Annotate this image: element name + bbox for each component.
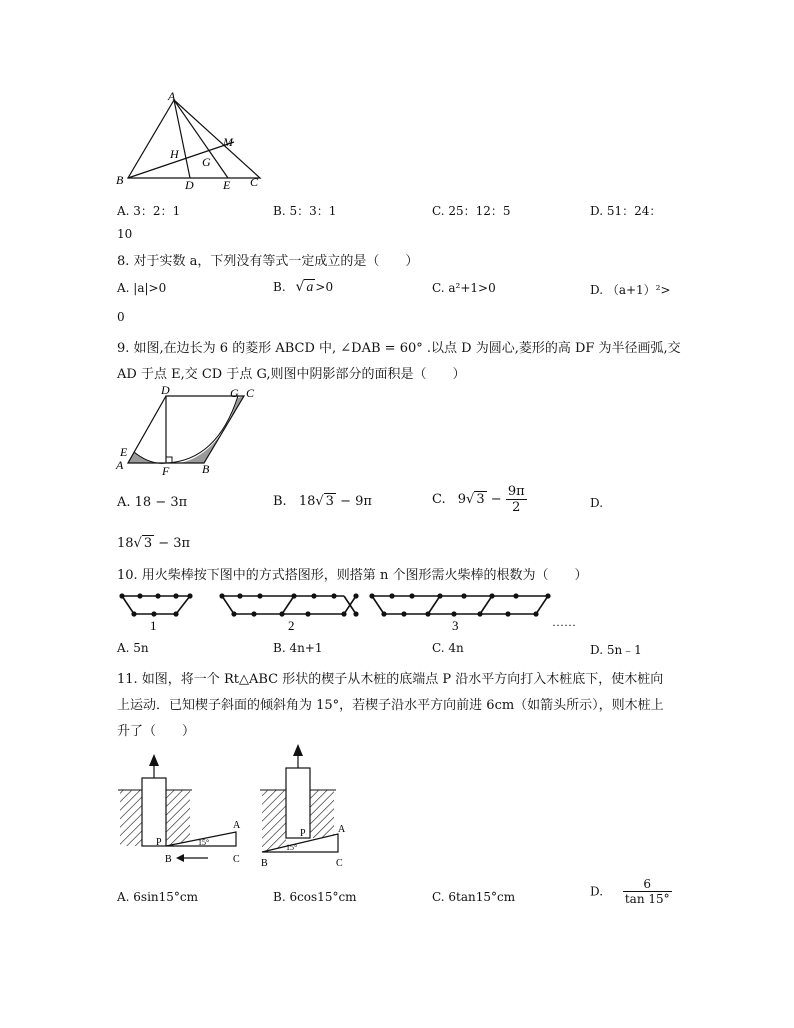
q11-option-d-fraction: $\frac{6}{\tan 15^\circ}$ xyxy=(624,877,670,906)
q8-option-b-label: B. xyxy=(273,280,286,294)
q8-option-d-continued: 0 xyxy=(117,310,125,324)
q7-label-m: M xyxy=(223,135,233,149)
q10-label-ellipsis: …… xyxy=(552,615,576,629)
q11-stem-line1: 11. 如图，将一个 Rt△ABC 形状的楔子从木桩的底端点 P 沿水平方向打入木桩底下，使木桩向 xyxy=(117,672,664,687)
q9-option-d-label[interactable]: D. xyxy=(590,496,604,510)
q10-option-d[interactable]: D. 5n﹣1 xyxy=(590,643,642,657)
q7-label-b: B xyxy=(116,173,124,187)
q8-option-b[interactable] xyxy=(273,279,333,296)
q8-option-c[interactable]: C. a²+1>0 xyxy=(432,281,496,295)
q9-option-a[interactable]: A. 18 − 3π xyxy=(117,495,188,510)
q11a-label-angle: 15° xyxy=(198,838,210,847)
q7-option-b[interactable]: B. 5：3：1 xyxy=(273,204,337,218)
q11b-label-p: P xyxy=(300,828,306,839)
q9-stem-line2: AD 于点 E,交 CD 于点 G,则图中阴影部分的面积是（ ） xyxy=(117,367,466,382)
q9-rhombus-figure xyxy=(112,385,262,477)
q9-option-b-coef: 18 xyxy=(298,494,316,509)
q10-option-a[interactable]: A. 5n xyxy=(117,641,149,655)
q11a-label-c: C xyxy=(233,854,240,865)
q7-option-d[interactable]: D. 51：24： xyxy=(590,204,662,218)
q9-option-c-label: C. xyxy=(432,492,446,507)
q7-option-a[interactable]: A. 3：2：1 xyxy=(117,204,181,218)
q10-option-c[interactable]: C. 4n xyxy=(432,641,464,655)
q11-option-d[interactable] xyxy=(590,877,672,906)
q8-option-b-sqrt: √ a xyxy=(295,279,314,295)
q11a-label-p: P xyxy=(156,837,162,848)
q9-option-c-sqrt: √ 3 xyxy=(466,492,485,507)
q9-option-c-coef: 9 xyxy=(457,492,467,507)
q10-label-1: 1 xyxy=(150,618,157,633)
q7-option-c[interactable]: C. 25：12：5 xyxy=(432,204,511,218)
q9-option-d-value: 18√ 3 − 3π xyxy=(117,536,191,551)
q11b-label-a: A xyxy=(338,824,346,835)
q11-wedge-figure-after xyxy=(256,742,356,872)
q7-label-h: H xyxy=(170,147,179,161)
q10-stem: 10. 用火柴棒按下图中的方式搭图形，则搭第 n 个图形需火柴棒的根数为（ ） xyxy=(117,568,588,583)
q9-label-d: D xyxy=(161,385,170,397)
q11b-label-c: C xyxy=(336,858,343,869)
q9-label-g: G xyxy=(230,386,239,400)
q9-option-b-label: B. xyxy=(273,494,287,509)
q9-option-c[interactable] xyxy=(432,484,527,515)
q11-wedge-figure-before xyxy=(112,750,252,872)
q11-stem-line2: 上运动．已知楔子斜面的倾斜角为 15°，若楔子沿水平方向前进 6cm（如箭头所示），则木桩上 xyxy=(117,698,664,713)
q9-label-a: A xyxy=(116,458,124,472)
q11a-label-b: B xyxy=(165,854,172,865)
q8-stem: 8. 对于实数 a，下列没有等式一定成立的是（ ） xyxy=(117,254,419,269)
q7-label-a: A xyxy=(168,89,176,103)
q9-label-f: F xyxy=(162,464,170,477)
q7-label-g: G xyxy=(202,155,211,169)
q9-option-b-rest: − 9π xyxy=(340,494,372,509)
q9-label-c: C xyxy=(246,386,255,400)
q7-option-d-continued: 10 xyxy=(117,227,133,241)
q9-option-c-minus: − xyxy=(490,492,502,507)
q10-option-b[interactable]: B. 4n+1 xyxy=(273,641,323,655)
q11-option-a[interactable]: A. 6sin15°cm xyxy=(117,890,199,904)
q11-option-d-label: D. xyxy=(590,884,604,899)
q10-matchstick-figure xyxy=(112,584,588,634)
q11-option-c[interactable]: C. 6tan15°cm xyxy=(432,890,516,904)
q10-label-3: 3 xyxy=(452,618,459,633)
q9-label-e: E xyxy=(120,445,128,459)
q8-option-d[interactable]: D. （a+1）²> xyxy=(590,283,671,297)
q11a-label-a: A xyxy=(233,820,241,831)
q9-option-c-fraction: $\frac{9\pi}{2}$ xyxy=(507,484,525,515)
q8-option-a[interactable]: A. |a|>0 xyxy=(117,281,167,295)
q9-label-b: B xyxy=(202,462,210,476)
q9-option-b-sqrt: √ 3 xyxy=(315,494,334,509)
q7-triangle-figure xyxy=(112,88,264,194)
q11-option-b[interactable]: B. 6cos15°cm xyxy=(273,890,357,904)
q7-label-c: C xyxy=(250,175,259,189)
q9-option-b[interactable] xyxy=(273,494,372,509)
q10-label-2: 2 xyxy=(288,618,295,633)
q8-option-b-rest: >0 xyxy=(315,280,334,294)
q7-label-e: E xyxy=(223,178,231,192)
q11-stem-line3: 升了（ ） xyxy=(117,724,196,739)
q11b-label-angle: 15° xyxy=(286,843,298,852)
q9-stem-line1: 9. 如图,在边长为 6 的菱形 ABCD 中, ∠DAB = 60° .以点 D 为圆心,菱形的高 DF 为半径画弧,交 xyxy=(117,341,681,356)
q11b-label-b: B xyxy=(261,858,268,869)
q7-label-d: D xyxy=(185,178,194,192)
